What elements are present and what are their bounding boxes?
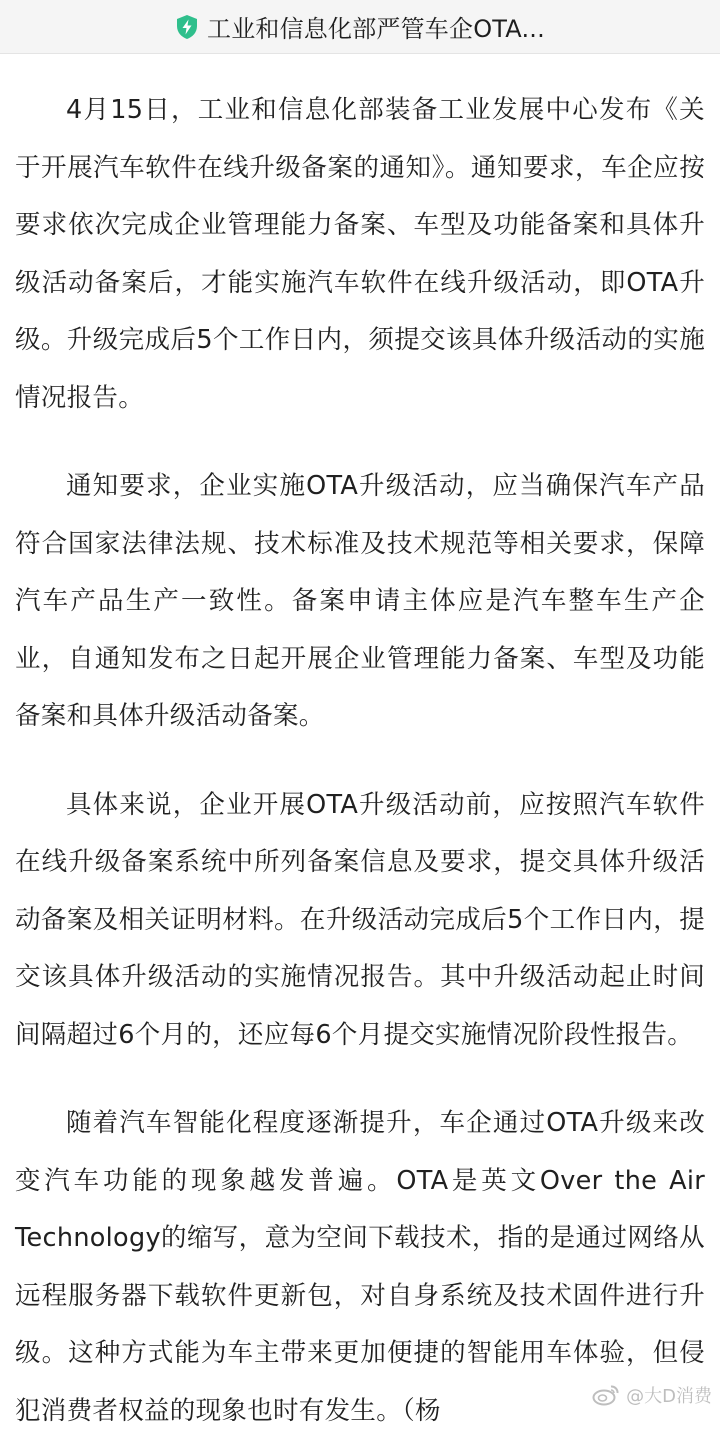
- article-paragraph: 4月15日，工业和信息化部装备工业发展中心发布《关于开展汽车软件在线升级备案的通知》。通知要求，车企应按要求依次完成企业管理能力备案、车型及功能备案和具体升级活动备案后，才能实施汽车软件在线升级活动，即OTA升级。升级完成后5个工作日内，须提交该具体升级活动的实施情况报告。: [15, 95, 705, 413]
- page-title: 工业和信息化部严管车企OTA...: [207, 15, 545, 43]
- watermark-text: @大D消费: [626, 1386, 712, 1407]
- shield-lightning-icon: [175, 14, 199, 40]
- article-paragraph: 通知要求，企业实施OTA升级活动，应当确保汽车产品符合国家法律法规、技术标准及技术规范等相关要求，保障汽车产品生产一致性。备案申请主体应是汽车整车生产企业，自通知发布之日起开展企业管理能力备案、车型及功能备案和具体升级活动备案。: [15, 471, 705, 731]
- title-bar: [0, 0, 720, 54]
- title-wrap: [175, 9, 545, 44]
- weibo-icon: [592, 1384, 620, 1406]
- article-paragraph: 具体来说，企业开展OTA升级活动前，应按照汽车软件在线升级备案系统中所列备案信息及要求，提交具体升级活动备案及相关证明材料。在升级活动完成后5个工作日内，提交该具体升级活动的实施情况报告。其中升级活动起止时间间隔超过6个月的，还应每6个月提交实施情况阶段性报告。: [15, 789, 705, 1050]
- article-body: [15, 82, 705, 1440]
- weibo-watermark: [592, 1381, 712, 1409]
- article-paragraph: 随着汽车智能化程度逐渐提升，车企通过OTA升级来改变汽车功能的现象越发普遍。OTA是英文Over the Air Technology的缩写，意为空间下载技术，指的是通过网络从远程服务器下载软件更新包，对自身系统及技术固件进行升级。这种方式能为车主带来更加便捷的智能用车体验，但侵犯消费者权益的现象也时有发生。（杨: [15, 1108, 705, 1426]
